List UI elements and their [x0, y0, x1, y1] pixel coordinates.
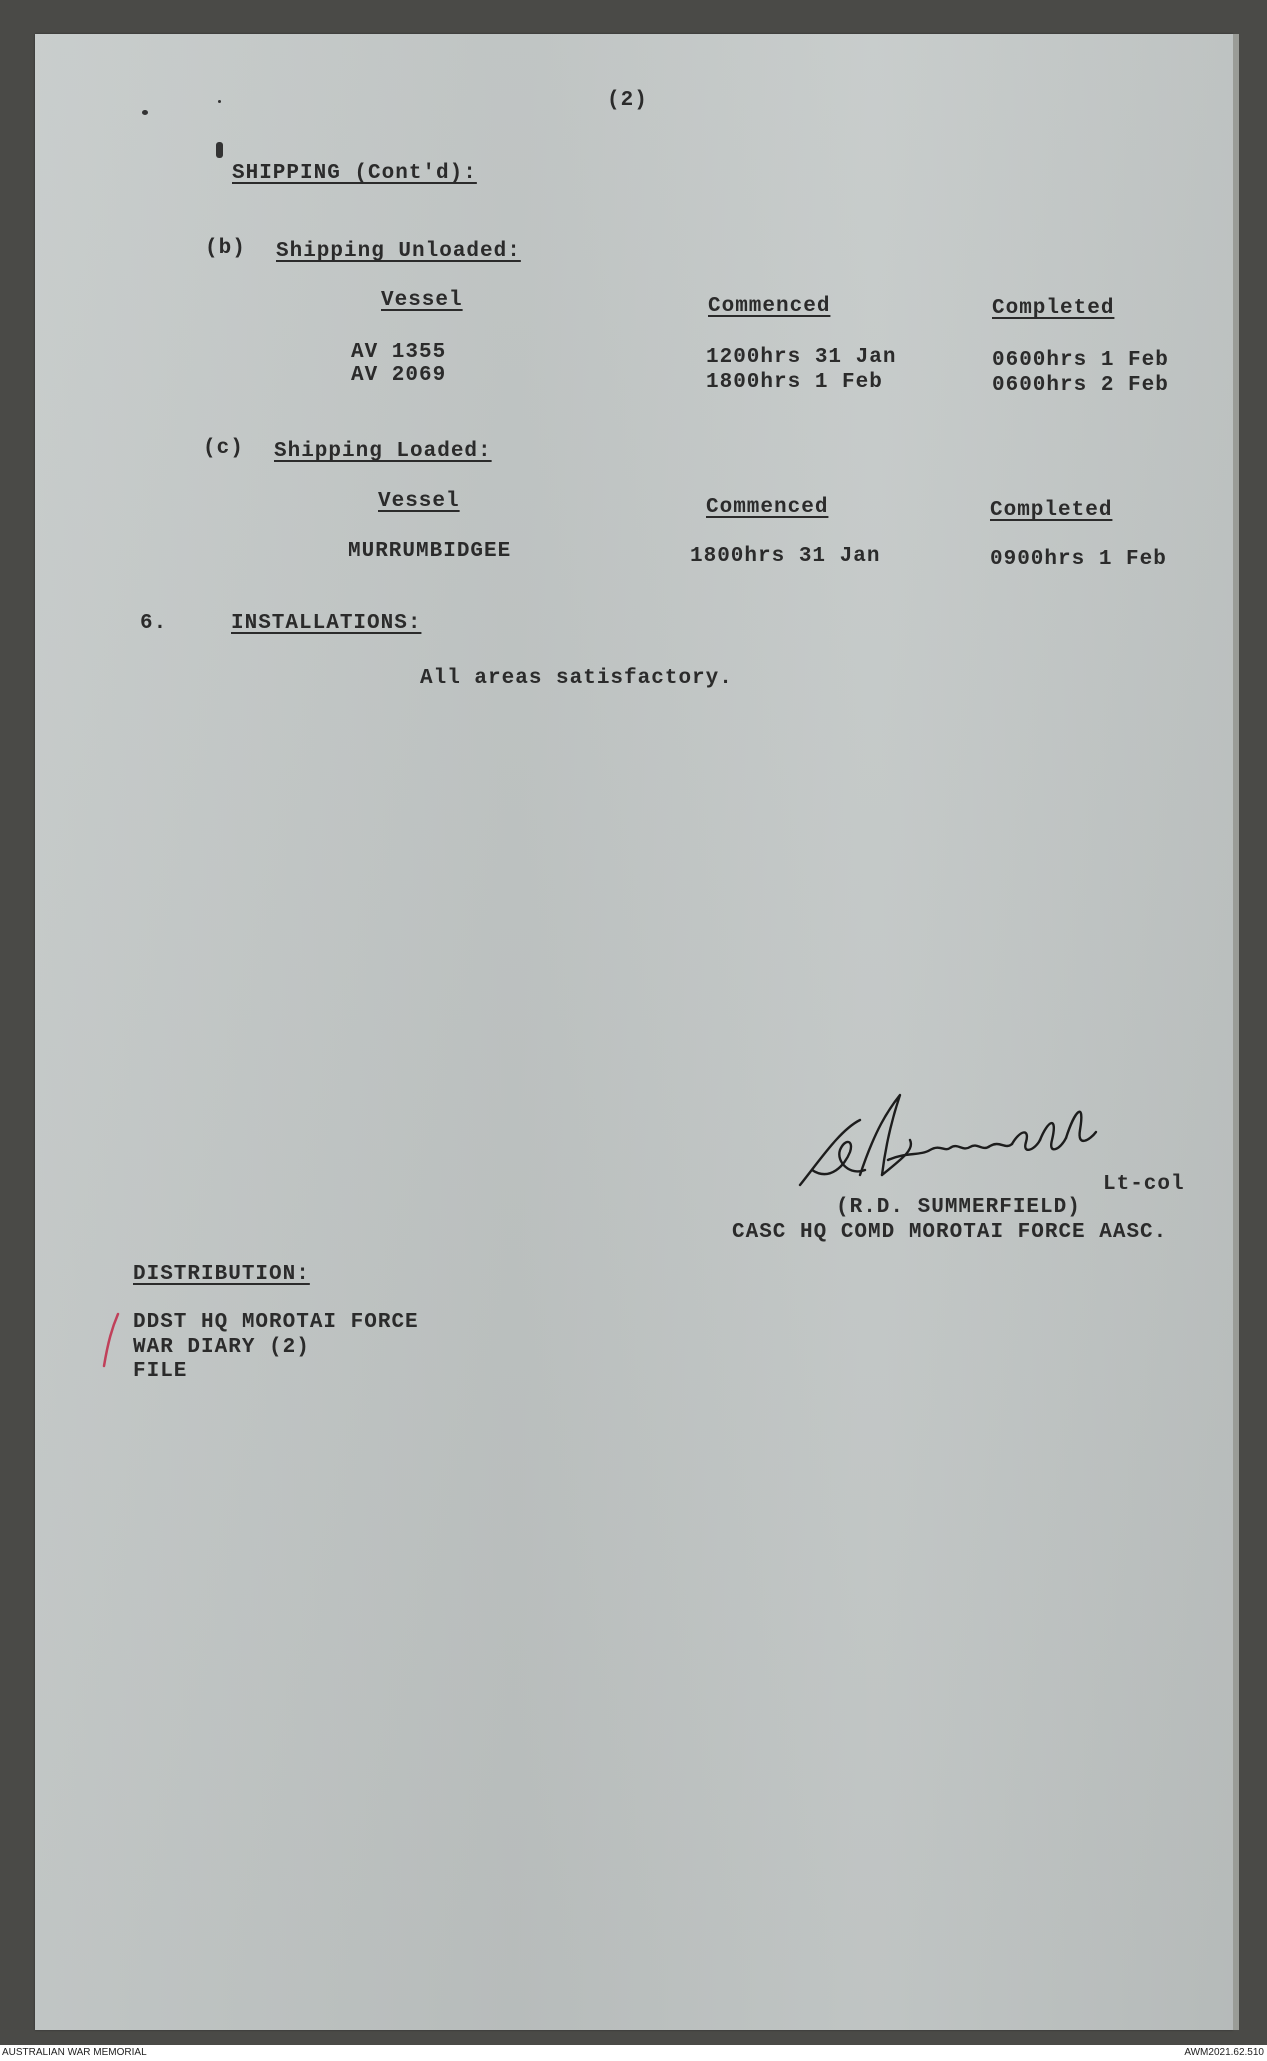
commenced-cell: 1200hrs 31 Jan — [706, 346, 897, 369]
vessel-cell: AV 2069 — [351, 364, 447, 387]
distribution-heading: DISTRIBUTION: — [133, 1263, 310, 1286]
section-marker-c: (c) — [203, 437, 244, 460]
red-check-mark — [100, 1310, 122, 1370]
distribution-item: WAR DIARY (2) — [133, 1336, 310, 1359]
section-marker-b: (b) — [205, 237, 246, 260]
section-number: 6. — [140, 612, 168, 635]
distribution-item: FILE — [133, 1360, 188, 1383]
page-edge — [1233, 34, 1239, 2030]
ink-speck — [142, 110, 148, 115]
ink-speck — [218, 100, 221, 103]
column-header-vessel: Vessel — [378, 490, 460, 513]
ink-speck — [216, 142, 223, 158]
column-header-commenced: Commenced — [706, 496, 829, 519]
column-header-completed: Completed — [992, 297, 1115, 320]
footer-record-id: AWM2021.62.510 — [1184, 2047, 1264, 2058]
installations-heading: INSTALLATIONS: — [231, 612, 422, 635]
signatory-title: CASC HQ COMD MOROTAI FORCE AASC. — [732, 1221, 1168, 1244]
shipping-loaded-heading: Shipping Loaded: — [274, 440, 492, 463]
handwritten-signature — [790, 1090, 1100, 1200]
vessel-cell: MURRUMBIDGEE — [348, 540, 512, 563]
shipping-unloaded-heading: Shipping Unloaded: — [276, 240, 521, 263]
distribution-item: DDST HQ MOROTAI FORCE — [133, 1311, 419, 1334]
signature-rank: Lt-col — [1103, 1173, 1185, 1196]
completed-cell: 0600hrs 1 Feb — [992, 349, 1169, 372]
signatory-name: (R.D. SUMMERFIELD) — [836, 1196, 1081, 1219]
column-header-vessel: Vessel — [381, 289, 463, 312]
commenced-cell: 1800hrs 1 Feb — [706, 371, 883, 394]
shipping-heading: SHIPPING (Cont'd): — [232, 162, 477, 185]
column-header-completed: Completed — [990, 499, 1113, 522]
vessel-cell: AV 1355 — [351, 341, 447, 364]
document-page — [35, 34, 1233, 2030]
completed-cell: 0600hrs 2 Feb — [992, 374, 1169, 397]
installations-text: All areas satisfactory. — [420, 667, 733, 690]
footer-archive-name: AUSTRALIAN WAR MEMORIAL — [2, 2047, 147, 2058]
commenced-cell: 1800hrs 31 Jan — [690, 545, 881, 568]
page-number: (2) — [607, 89, 648, 112]
column-header-commenced: Commenced — [708, 295, 831, 318]
completed-cell: 0900hrs 1 Feb — [990, 548, 1167, 571]
